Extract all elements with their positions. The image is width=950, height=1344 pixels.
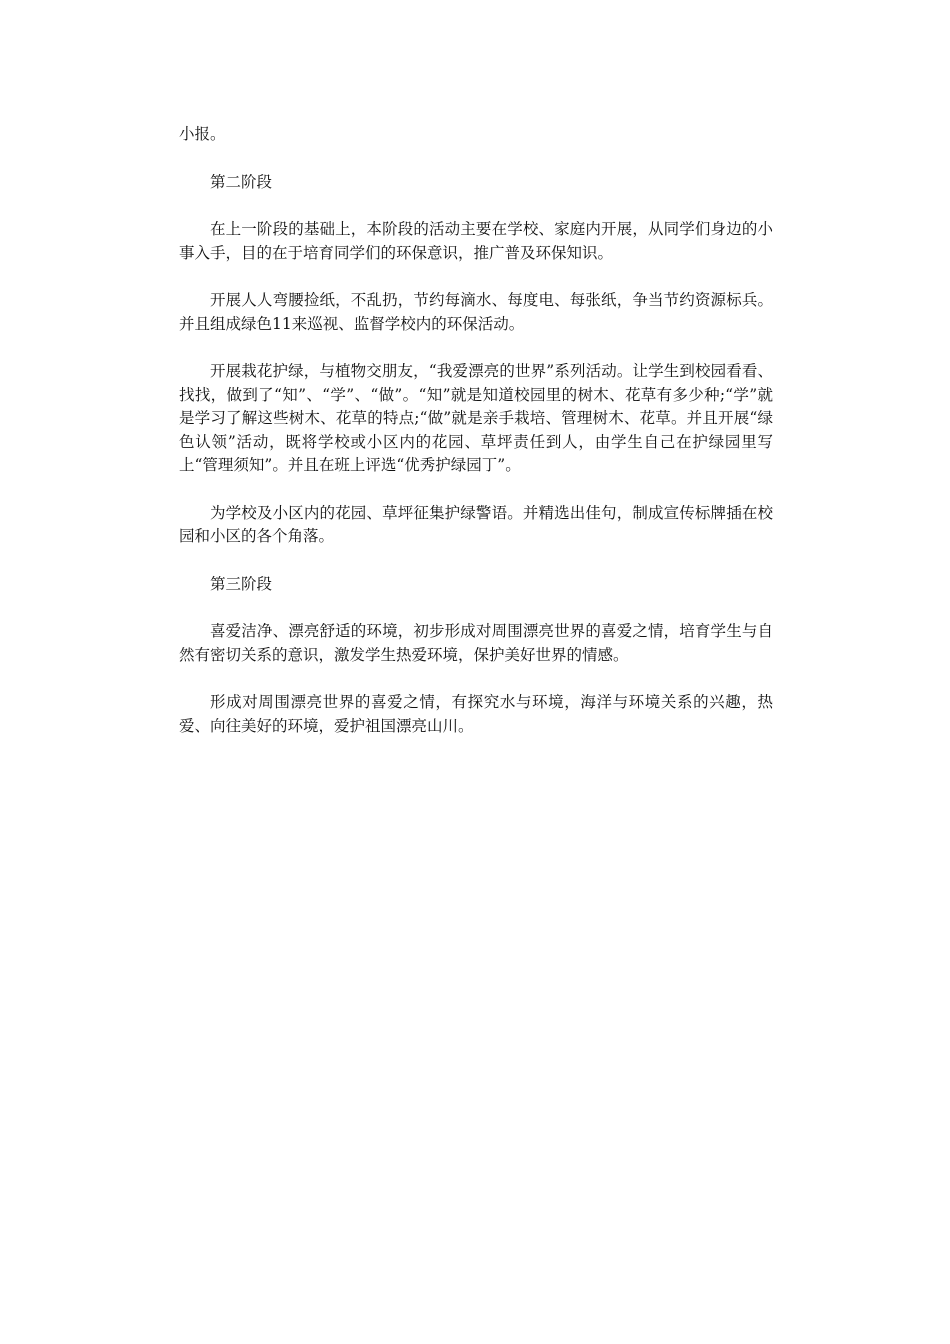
paragraph: 喜爱洁净、漂亮舒适的环境，初步形成对周围漂亮世界的喜爱之情，培育学生与自然有密切关系的意识，激发学生热爱环境，保护美好世界的情感。 bbox=[179, 622, 773, 664]
paragraph: 开展栽花护绿，与植物交朋友，“我爱漂亮的世界”系列活动。让学生到校园看看、找找，做到了“知”、“学”、“做”。“知”就是知道校园里的树木、花草有多少种;“学”就是学习了解这些树木、花草的特点;“做”就是亲手栽培、管理树木、花草。并且开展“绿色认领”活动，既将学校或小区内的花园、草坪责任到人，由学生自己在护绿园里写上“管理须知”。并且在班上评选“优秀护绿园丁”。 bbox=[179, 362, 773, 474]
paragraph-gap bbox=[179, 478, 773, 502]
paragraph-gap bbox=[179, 667, 773, 691]
paragraph-gap bbox=[179, 147, 773, 171]
paragraph-gap bbox=[179, 549, 773, 573]
paragraph: 为学校及小区内的花园、草坪征集护绿警语。并精选出佳句，制成宣传标牌插在校园和小区的各个角落。 bbox=[179, 503, 773, 545]
document-body bbox=[179, 123, 773, 738]
paragraph-continuation: 小报。 bbox=[179, 125, 226, 143]
paragraph: 开展人人弯腰捡纸，不乱扔，节约每滴水、每度电、每张纸，争当节约资源标兵。并且组成绿色11来巡视、监督学校内的环保活动。 bbox=[179, 291, 773, 333]
paragraph-gap bbox=[179, 265, 773, 289]
paragraph-gap bbox=[179, 336, 773, 360]
paragraph-gap bbox=[179, 596, 773, 620]
section-heading-stage-two: 第二阶段 bbox=[210, 172, 273, 191]
paragraph-gap bbox=[179, 194, 773, 218]
paragraph: 形成对周围漂亮世界的喜爱之情，有探究水与环境，海洋与环境关系的兴趣，热爱、向往美好的环境，爱护祖国漂亮山川。 bbox=[179, 693, 773, 735]
paragraph: 在上一阶段的基础上，本阶段的活动主要在学校、家庭内开展，从同学们身边的小事入手，目的在于培育同学们的环保意识，推广普及环保知识。 bbox=[179, 220, 773, 262]
section-heading-stage-three: 第三阶段 bbox=[210, 574, 273, 593]
